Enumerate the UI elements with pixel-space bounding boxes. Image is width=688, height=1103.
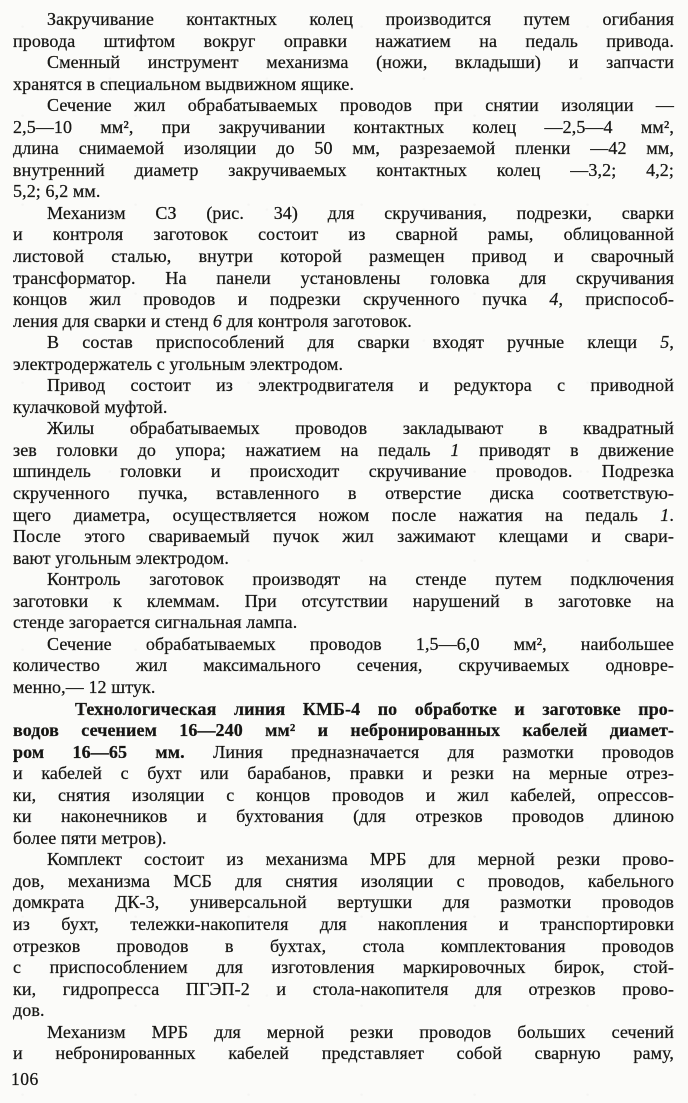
text-segment: 2,5—10 мм², при закручивании контактных колец —2,5—4 мм², (13, 116, 674, 137)
text-line (13, 677, 674, 699)
text-line (13, 505, 674, 527)
text-segment: домкрата ДК-3, универсальной вертушки для размотки проводов (13, 892, 674, 913)
text-segment: листовой сталью, внутри которой размещен привод и сварочный (13, 246, 674, 267)
figure-ref: 5 (660, 332, 670, 353)
text-line (13, 160, 674, 182)
text-segment: количество жил максимального сечения, скручиваемых одновре- (13, 655, 674, 676)
text-line (13, 591, 674, 613)
paragraph (13, 634, 674, 699)
text-segment: дов, механизма МСБ для снятия изоляции с проводов, кабельного (13, 870, 674, 891)
paragraph (13, 849, 674, 1021)
text-segment: Жилы обрабатываемых проводов закладывают в квадратный (47, 418, 674, 439)
text-segment: Сменный инструмент механизма (ножи, вкладыши) и запчасти (47, 52, 674, 73)
text-segment: провода штифтом вокруг оправки нажатием на педаль привода. (13, 30, 674, 51)
text-segment: приводят в движение (459, 439, 674, 460)
paragraph (13, 418, 674, 569)
text-line (13, 526, 674, 548)
text-line (13, 1043, 674, 1065)
text-segment: Механизм МРБ для мерной резки проводов больших сечений (47, 1021, 674, 1042)
figure-ref: 4 (549, 289, 559, 310)
text-line (13, 311, 674, 333)
text-line (13, 268, 674, 290)
text-line (13, 892, 674, 914)
text-segment: и небронированных кабелей представляет собой сварную раму, (13, 1043, 674, 1064)
text-segment: кулачковой муфтой. (13, 396, 168, 417)
text-line (13, 1000, 674, 1022)
text-line (13, 138, 674, 160)
figure-ref: 6 (212, 310, 222, 331)
text-line (13, 785, 674, 807)
text-segment: дов. (13, 1000, 45, 1021)
text-segment: , (669, 332, 674, 353)
text-segment: отрезков проводов в бухтах, стола комплектования проводов (13, 935, 674, 956)
paragraph-heading (13, 699, 674, 850)
text-line (13, 936, 674, 958)
text-line (13, 699, 674, 721)
paragraph (13, 203, 674, 332)
bold-text: водов сечением 16—240 мм² и небронированных кабелей диамет- (13, 720, 674, 741)
text-line (13, 763, 674, 785)
paragraph (13, 569, 674, 634)
text-line (13, 117, 674, 139)
text-line (13, 397, 674, 419)
text-line (13, 871, 674, 893)
text-line (13, 828, 674, 850)
text-line (13, 914, 674, 936)
paragraph (13, 1022, 674, 1065)
text-segment: После этого свариваемый пучок жил зажимают клещами и свари- (13, 526, 674, 547)
text-segment: Комплект состоит из механизма МРБ для мерной резки прово- (47, 849, 674, 870)
text-segment: вают угольным электродом. (13, 547, 229, 568)
text-segment: В состав приспособлений для сварки входят ручные клещи (47, 332, 661, 353)
text-line (13, 548, 674, 570)
text-segment: и кабелей с бухт или барабанов, правки и резки на мерные отрез- (13, 763, 674, 784)
text-segment: более пяти метров). (13, 827, 167, 848)
text-segment: ки, снятия изоляции с концов проводов и жил кабелей, опрессов- (13, 784, 674, 805)
text-segment: Закручивание контактных колец производится путем огибания (47, 9, 674, 29)
text-segment: заготовки к клеммам. При отсутствии нарушений в заготовке на (13, 590, 674, 611)
text-segment: и контроля заготовок состоит из сварной рамы, облицованной (13, 224, 674, 245)
text-segment: концов жил проводов и подрезки скрученного пучка (13, 289, 550, 310)
text-segment: 5,2; 6,2 мм. (13, 181, 101, 202)
text-segment: длина снимаемой изоляции до 50 мм, разрезаемой пленки —42 мм, (13, 138, 674, 159)
text-segment: ления для сварки и стенд (13, 310, 213, 331)
text-segment: щего диаметра, осуществляется ножом после нажатия на педаль (13, 504, 661, 525)
figure-ref: 1 (450, 439, 460, 460)
text-line (13, 354, 674, 376)
text-line (13, 634, 674, 656)
text-line (13, 742, 674, 764)
paragraph (13, 375, 674, 418)
text-line (13, 74, 674, 96)
text-line (13, 95, 674, 117)
text-segment: трансформатор. На панели установлены головка для скручивания (13, 267, 674, 288)
paragraph (13, 332, 674, 375)
bold-text: ром 16—65 мм. (13, 741, 185, 762)
text-segment: для контроля заготовок. (221, 310, 412, 331)
text-line (13, 612, 674, 634)
text-segment: Контроль заготовок производят на стенде путем подключения (47, 569, 674, 590)
text-segment: электродержатель с угольным электродом. (13, 353, 344, 374)
text-segment: Линия предназначается для размотки проводов (184, 741, 674, 762)
text-line (13, 483, 674, 505)
text-line (13, 52, 674, 74)
text-line (13, 569, 674, 591)
text-segment: ки наконечников и бухтования (для отрезков проводов длиною (13, 806, 674, 827)
bold-text: Технологическая линия КМБ-4 по обработке и заготовке про- (75, 698, 674, 719)
text-line (13, 418, 674, 440)
text-line (13, 957, 674, 979)
text-segment: . (669, 504, 674, 525)
text-line (13, 461, 674, 483)
text-segment: хранятся в специальном выдвижном ящике. (13, 73, 355, 94)
text-line (13, 31, 674, 53)
paragraph (13, 95, 674, 203)
paragraph (13, 52, 674, 95)
text-line (13, 849, 674, 871)
text-segment: с приспособлением для изготовления маркировочных бирок, стой- (13, 957, 674, 978)
text-line (13, 224, 674, 246)
text-segment: Сечение обрабатываемых проводов 1,5—6,0 мм², наибольшее (47, 633, 674, 654)
text-segment: Механизм СЗ (рис. 34) для скручивания, подрезки, сварки (47, 202, 674, 223)
text-line (13, 181, 674, 203)
text-line (13, 203, 674, 225)
text-line (13, 9, 674, 31)
text-segment: ки, гидропресса ПГЭП-2 и стола-накопителя для отрезков прово- (13, 978, 674, 999)
text-line (13, 655, 674, 677)
text-line (13, 1022, 674, 1044)
text-segment: скрученного пучка, вставленного в отверстие диска соответствую- (13, 483, 674, 504)
figure-ref: 1 (660, 504, 670, 525)
text-line (13, 440, 674, 462)
text-line (13, 806, 674, 828)
text-segment: , приспособ- (558, 289, 674, 310)
text-segment: Привод состоит из электродвигателя и редуктора с приводной (47, 375, 674, 396)
text-line (13, 246, 674, 268)
text-segment: менно,— 12 штук. (13, 676, 156, 697)
text-line (13, 289, 674, 311)
text-line (13, 332, 674, 354)
text-line (13, 375, 674, 397)
text-segment: зев головки до упора; нажатием на педаль (13, 439, 451, 460)
text-segment: Сечение жил обрабатываемых проводов при снятии изоляции — (47, 95, 674, 116)
text-line (13, 979, 674, 1001)
text-segment: стенде загорается сигнальная лампа. (13, 612, 298, 633)
paragraph (13, 9, 674, 52)
text-line (13, 720, 674, 742)
text-segment: внутренний диаметр закручиваемых контактных колец —3,2; 4,2; (13, 159, 674, 180)
body-text (13, 9, 674, 1065)
text-segment: из бухт, тележки-накопителя для накопления и транспортировки (13, 913, 674, 934)
text-segment: шпиндель головки и происходит скручивание проводов. Подрезка (13, 461, 674, 482)
page-number: 106 (11, 1069, 39, 1089)
